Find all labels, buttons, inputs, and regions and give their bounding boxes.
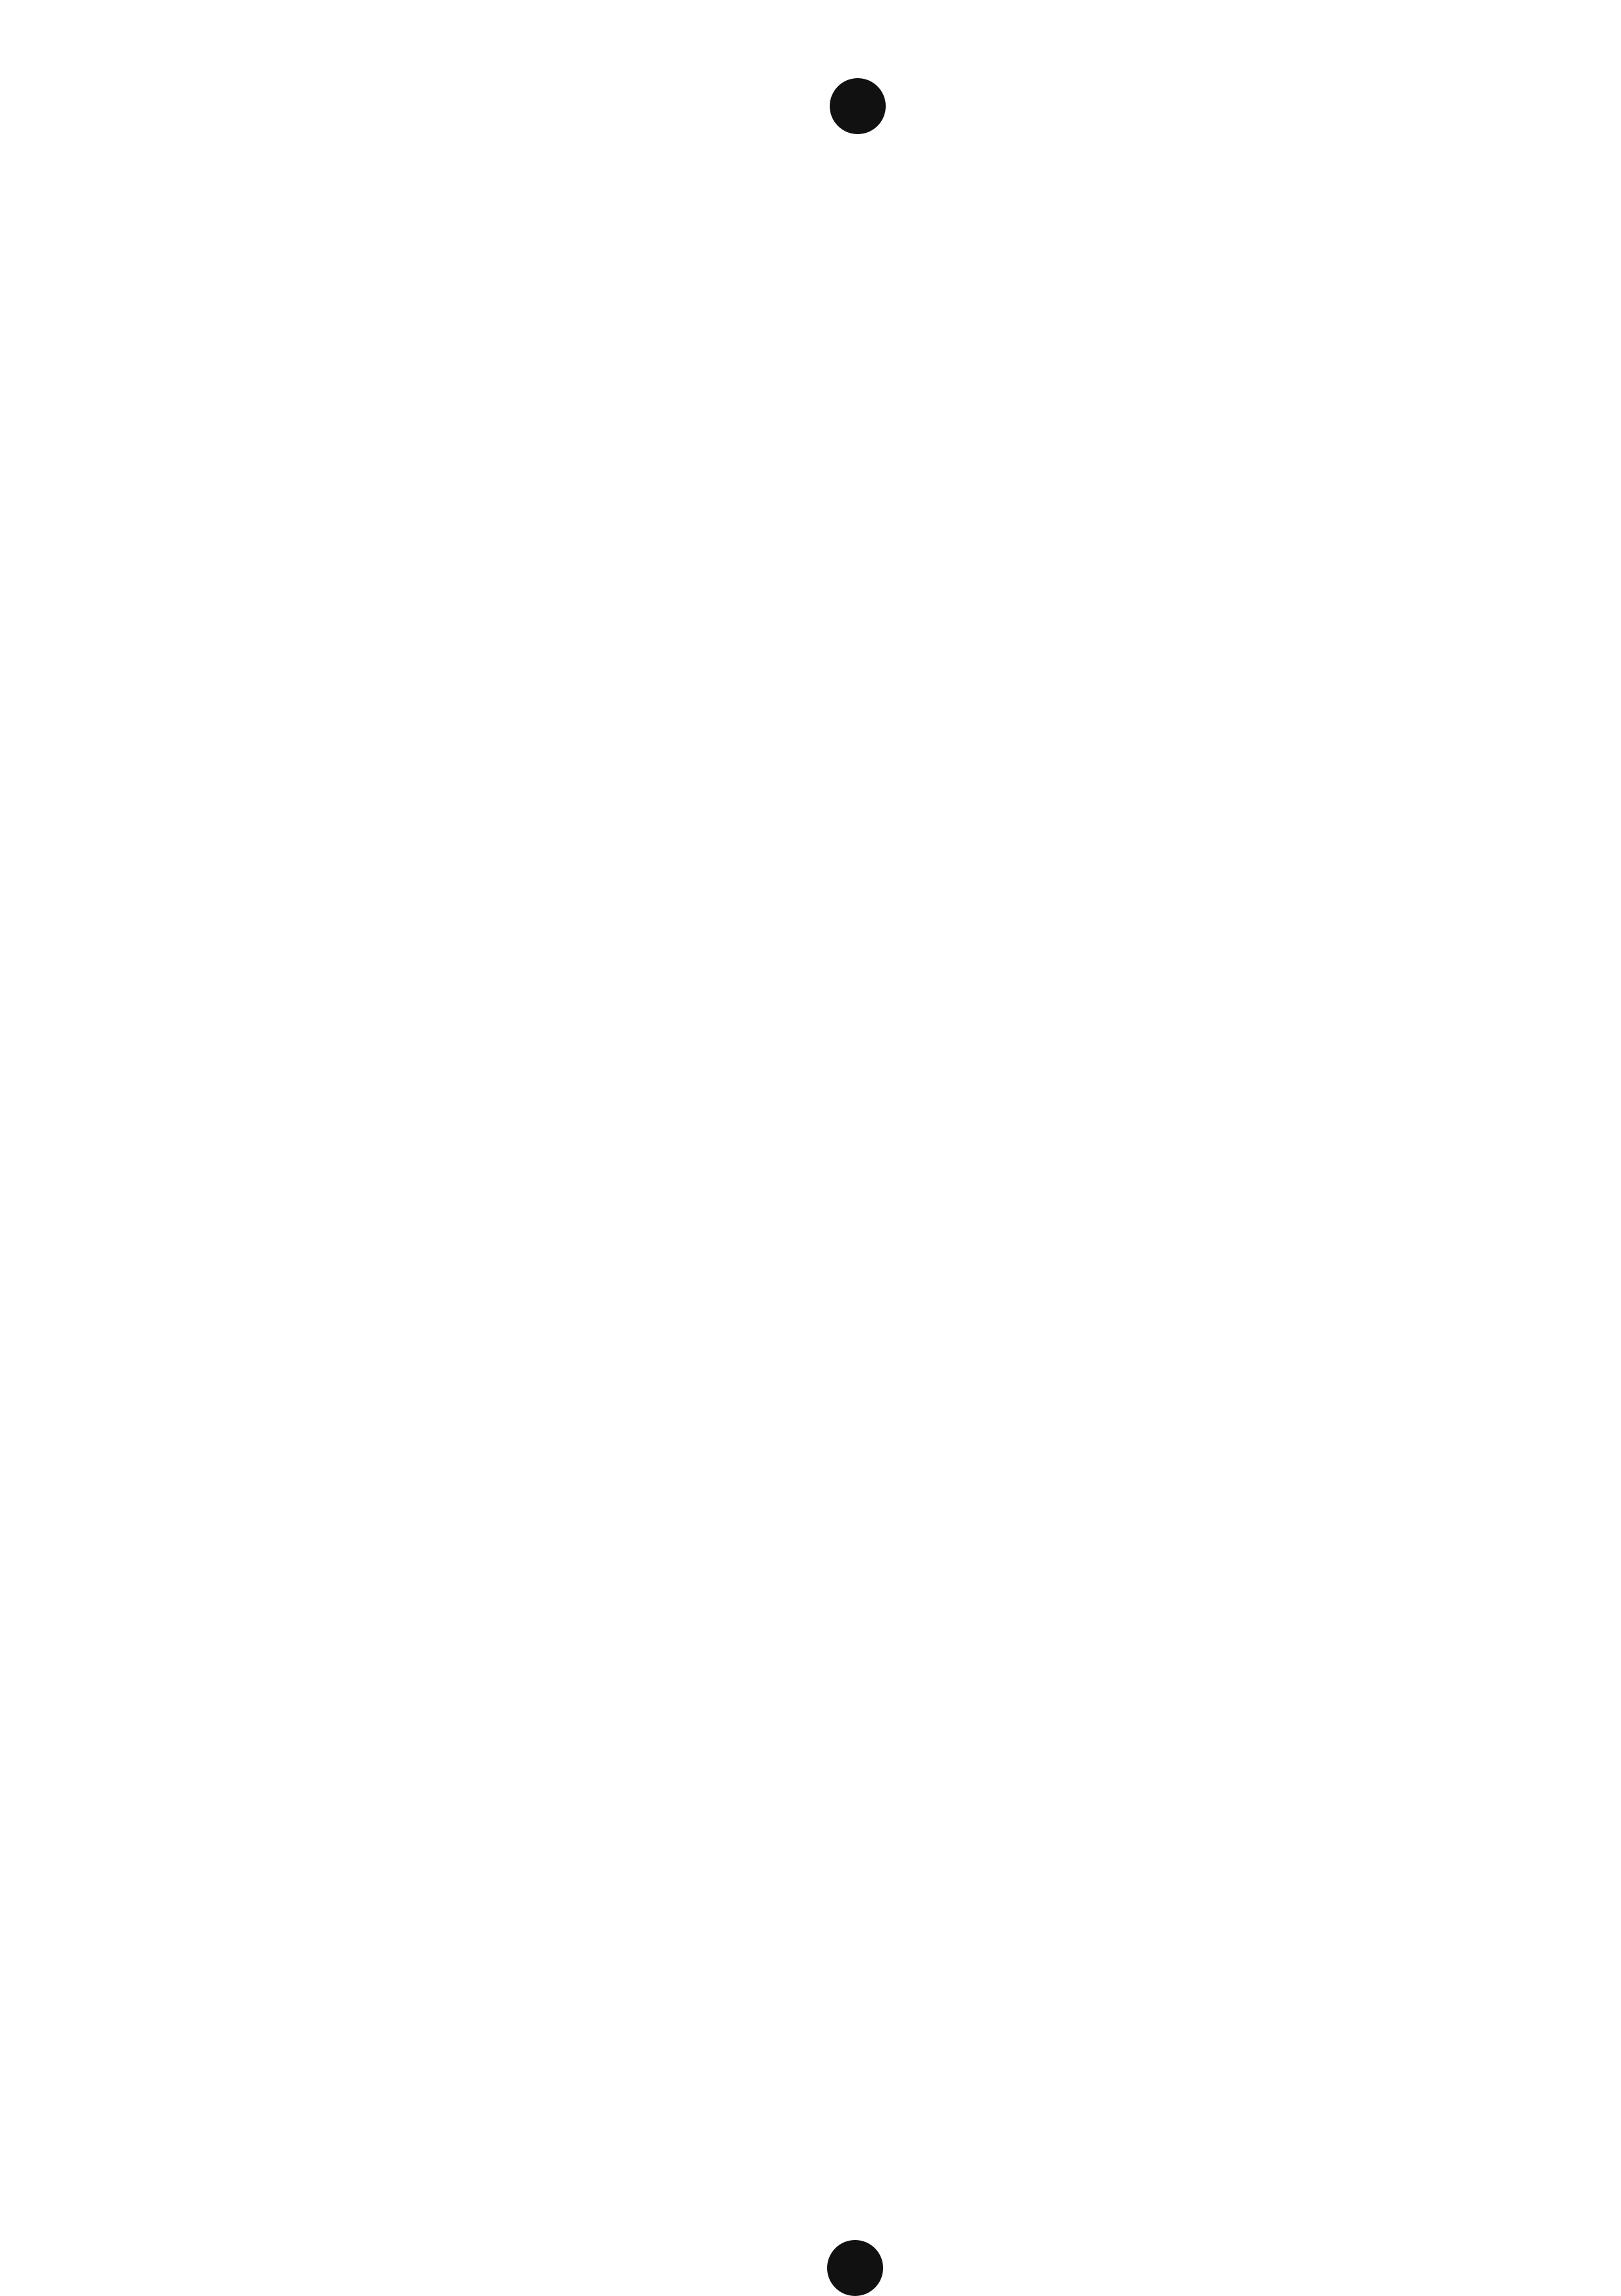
punch-hole-bottom (827, 2240, 883, 2296)
punch-hole-top (830, 78, 886, 134)
